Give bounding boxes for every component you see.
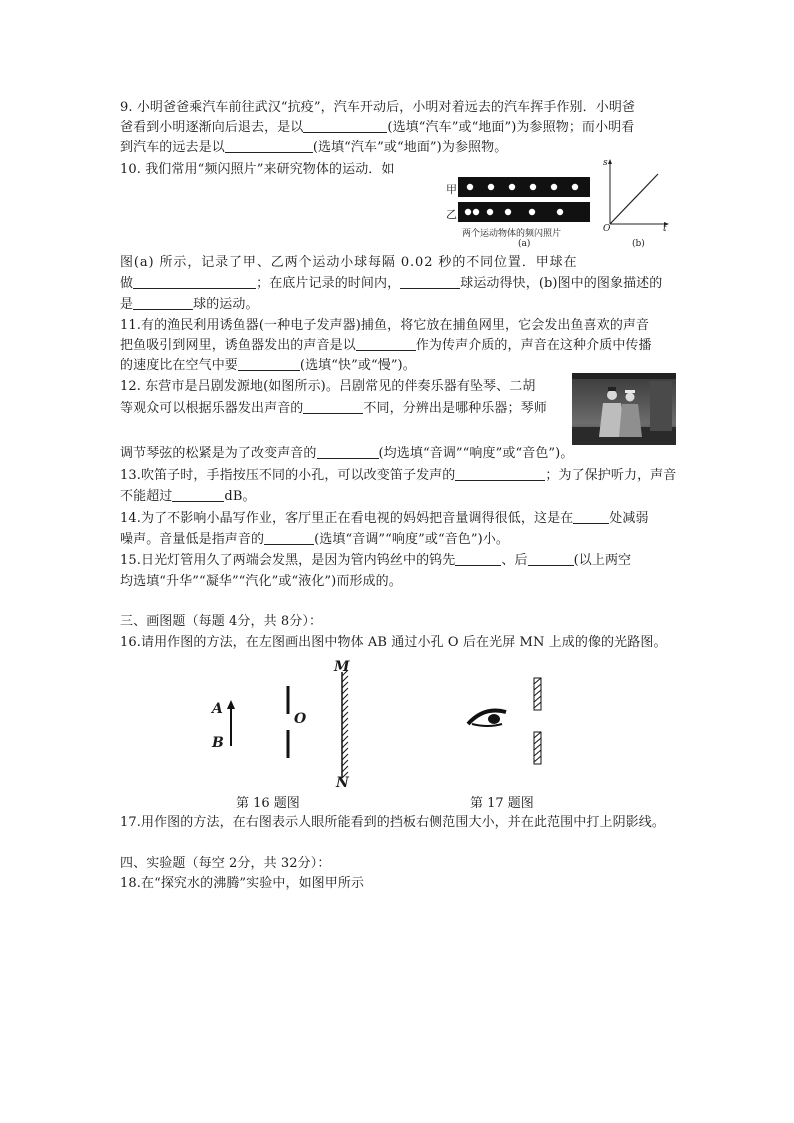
label-yi: 乙 <box>446 208 457 221</box>
q12-blank-1[interactable] <box>303 399 363 414</box>
q9-line1: 9. 小明爸爸乘汽车前往武汉“抗疫”，汽车开动后，小明对着远去的汽车挥手作别．小明爸 <box>120 100 636 115</box>
axis-origin: O <box>603 224 611 234</box>
fig16-caption: 第 16 题图 <box>236 796 300 811</box>
q12-text: 调节琴弦的松紧是为了改变声音的 <box>120 446 317 461</box>
q10-line1: 10. 我们常用“频闪照片”来研究物体的运动．如 <box>120 162 395 177</box>
fig-b-label: (b) <box>632 239 645 249</box>
q12-text: (均选填“音调”“响度”或“音色”)。 <box>378 446 574 461</box>
q10-text: 球的运动。 <box>193 297 259 312</box>
q13-line1 <box>120 466 676 486</box>
q10-blank-2[interactable] <box>400 274 460 289</box>
q9-blank-2[interactable] <box>225 138 313 153</box>
q13-text: 不能超过 <box>120 489 173 504</box>
flash-photo-figure <box>458 175 592 225</box>
q9-text: 爸看到小明逐渐向后退去，是以 <box>120 120 304 135</box>
st-line <box>610 174 658 224</box>
axis-s: s <box>603 158 608 168</box>
q14-text: 处减弱 <box>609 511 649 526</box>
q14-blank-2[interactable] <box>264 530 314 545</box>
q11-line2 <box>120 336 652 356</box>
q15-text: 15.日光灯管用久了两端会发黑，是因为管内钨丝中的钨先 <box>120 553 456 568</box>
q13-line2 <box>120 487 256 507</box>
fig16-diagram <box>205 660 375 790</box>
q17-text: 17.用作图的方法，在右图表示人眼所能看到的挡板右侧范围大小，并在此范围中打上阴影线。 <box>120 815 665 830</box>
eye-icon <box>468 711 506 727</box>
q10-line4 <box>120 295 259 315</box>
screen-hatch <box>342 670 348 778</box>
q12-text: 等观众可以根据乐器发出声音的 <box>120 401 304 416</box>
q9-line2 <box>120 118 634 138</box>
q15-blank-2[interactable] <box>528 551 574 566</box>
q10-text: 球运动得快，(b)图中的图象描述的 <box>460 276 663 291</box>
fig17-diagram <box>460 672 560 772</box>
q15-text: 、后 <box>501 553 528 568</box>
q13-text: 13.吹笛子时，手指按压不同的小孔，可以改变笛子发声的 <box>120 468 456 483</box>
q13-blank-2[interactable] <box>172 487 224 502</box>
q11-line1: 11.有的渔民利用诱鱼器(一种电子发声器)捕鱼，将它放在捕鱼网里，它会发出鱼喜欢的声音 <box>120 318 650 333</box>
section4-title: 四、实验题（每空 2分，共 32分）： <box>120 856 331 871</box>
q15-text: (以上两空 <box>573 553 632 568</box>
label-jia: 甲 <box>446 183 457 196</box>
q14-line1 <box>120 509 649 529</box>
opera-performers-image <box>572 373 676 445</box>
fig17-caption: 第 17 题图 <box>470 796 534 811</box>
q11-blank-2[interactable] <box>238 356 300 371</box>
q16-text: 16.请用作图的方法，在左图画出图中物体 AB 通过小孔 O 后在光屏 MN 上成的像的光路图。 <box>120 635 667 650</box>
q10-text: 做 <box>120 276 134 291</box>
q10-blank-3[interactable] <box>133 295 193 310</box>
lu-opera-photo <box>572 373 676 445</box>
q12-line3 <box>120 444 573 464</box>
flash-caption: 两个运动物体的频闪照片 <box>462 229 562 239</box>
q14-text: 14.为了不影响小晶写作业，客厅里正在看电视的妈妈把音量调得很低，这是在 <box>120 511 574 526</box>
fig-a-label: (a) <box>518 239 531 249</box>
q14-text: (选填“音调”“响度”或“音色”)小。 <box>314 532 510 547</box>
st-graph <box>600 158 670 230</box>
label-m: M <box>334 659 350 675</box>
q10-line2: 图(a) 所示，记录了甲、乙两个运动小球每隔 0.02 秒的不同位置．甲球在 <box>120 255 578 270</box>
q10-blank-1[interactable] <box>133 274 256 289</box>
q9-text: (选填“汽车”或“地面”)为参照物。 <box>312 140 508 155</box>
q11-text: 的速度比在空气中要 <box>120 358 238 373</box>
q10-text: ；在底片记录的时间内， <box>256 276 401 291</box>
q15-line1 <box>120 551 631 571</box>
strip-jia <box>458 177 590 197</box>
q11-text: (选填“快”或“慢”)。 <box>299 358 416 373</box>
axis-t: t <box>663 224 667 234</box>
q15-line2: 均选填“升华”“凝华”“汽化”或“液化”)而形成的。 <box>120 574 402 589</box>
q9-blank-1[interactable] <box>303 118 387 133</box>
label-a: A <box>212 701 223 717</box>
q10-text: 是 <box>120 297 134 312</box>
q10-line3 <box>120 274 662 294</box>
q12-blank-2[interactable] <box>317 444 379 459</box>
q11-text: 作为传声介质的，声音在这种介质中传播 <box>415 338 652 353</box>
q9-text: (选填“汽车”或“地面”)为参照物；而小明看 <box>387 120 635 135</box>
section3-title: 三、画图题（每题 4分，共 8分）： <box>120 614 323 629</box>
q18-text: 18.在“探究水的沸腾”实验中，如图甲所示 <box>120 876 365 891</box>
q9-text: 到汽车的远去是以 <box>120 140 225 155</box>
label-b: B <box>212 735 224 751</box>
q9-line3 <box>120 138 507 158</box>
q13-blank-1[interactable] <box>455 466 545 481</box>
label-n: N <box>336 775 349 791</box>
q13-text: dB。 <box>224 489 256 504</box>
q12-line2 <box>120 399 547 419</box>
label-o: O <box>294 711 307 727</box>
q11-line3 <box>120 356 416 376</box>
q14-text: 噪声。音量低是指声音的 <box>120 532 265 547</box>
q12-line1: 12. 东营市是吕剧发源地(如图所示)。吕剧常见的伴奏乐器有坠琴、二胡 <box>120 379 536 394</box>
q14-blank-1[interactable] <box>573 509 609 524</box>
q13-text: ；为了保护听力，声音 <box>545 468 677 483</box>
q11-blank-1[interactable] <box>356 336 416 351</box>
q14-line2 <box>120 530 509 550</box>
q12-text: 不同，分辨出是哪种乐器；琴师 <box>363 401 547 416</box>
q11-text: 把鱼吸引到网里，诱鱼器发出的声音是以 <box>120 338 356 353</box>
q15-blank-1[interactable] <box>455 551 501 566</box>
